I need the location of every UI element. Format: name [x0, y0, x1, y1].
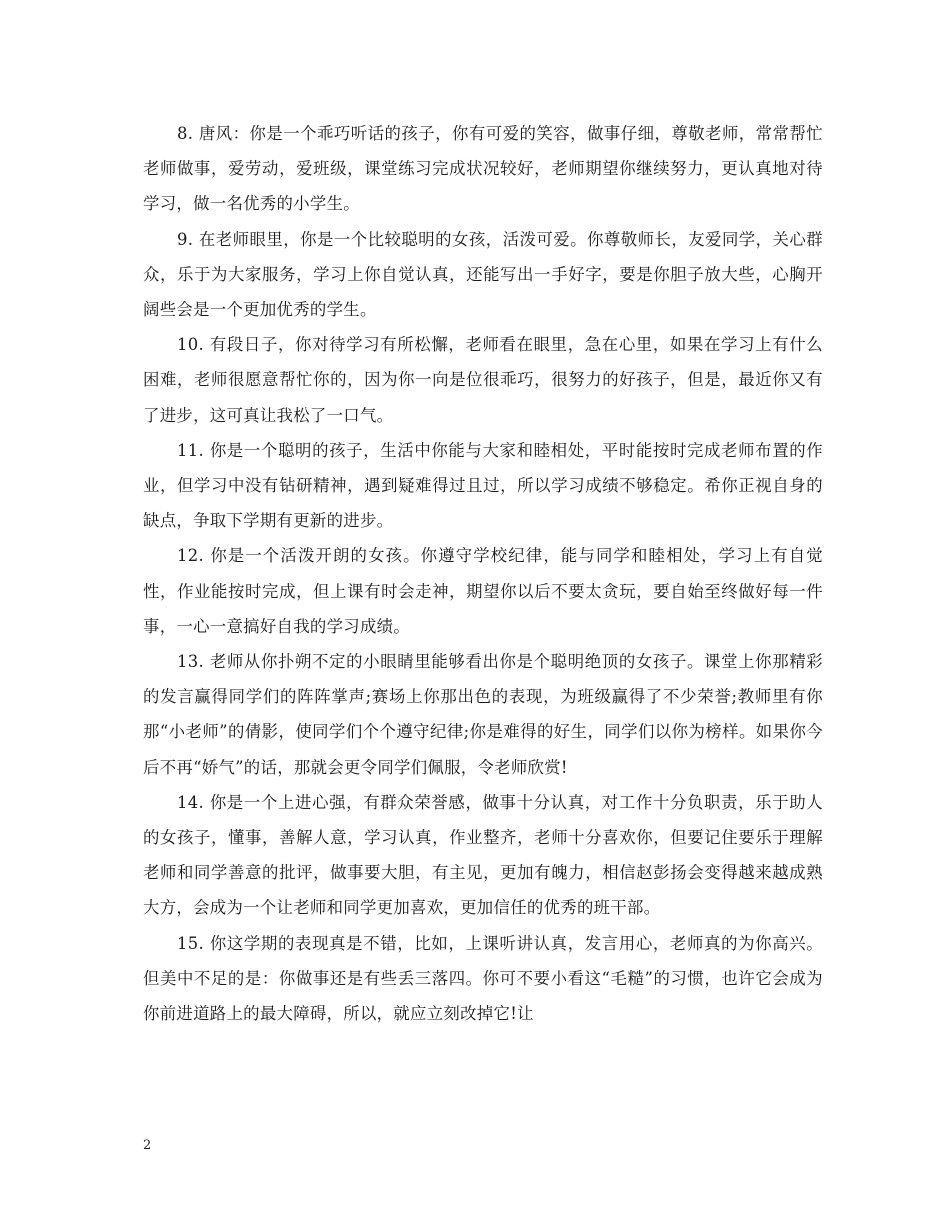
document-body: [143, 116, 823, 1031]
page-number: 2: [143, 1138, 152, 1153]
paragraph-11: 11. 你是一个聪明的孩子，生活中你能与大家和睦相处，平时能按时完成老师布置的作业，但学习中没有钻研精神，遇到疑难得过且过，所以学习成绩不够稳定。希你正视自身的缺点，争取下学期有更新的进步。: [143, 440, 823, 531]
paragraph-15: 15. 你这学期的表现真是不错，比如，上课听讲认真，发言用心，老师真的为你高兴。但美中不足的是：你做事还是有些丢三落四。你可不要小看这“毛糙”的习惯，也许它会成为你前进道路上的最大障碍，所以，就应立刻改掉它!让: [143, 933, 823, 1024]
paragraph-9: 9. 在老师眼里，你是一个比较聪明的女孩，活泼可爱。你尊敬师长，友爱同学，关心群众，乐于为大家服务，学习上你自觉认真，还能写出一手好字，要是你胆子放大些，心胸开阔些会是一个更加优秀的学生。: [143, 229, 823, 320]
paragraph-14: 14. 你是一个上进心强，有群众荣誉感，做事十分认真，对工作十分负职责，乐于助人的女孩子，懂事，善解人意，学习认真，作业整齐，老师十分喜欢你，但要记住要乐于理解老师和同学善意的批评，做事要大胆，有主见，更加有魄力，相信赵彭扬会变得越来越成熟大方，会成为一个让老师和同学更加喜欢，更加信任的优秀的班干部。: [143, 792, 823, 918]
paragraph-10: 10. 有段日子，你对待学习有所松懈，老师看在眼里，急在心里，如果在学习上有什么困难，老师很愿意帮忙你的，因为你一向是位很乖巧，很努力的好孩子，但是，最近你又有了进步，这可真让我松了一口气。: [143, 335, 823, 425]
paragraph-12: 12. 你是一个活泼开朗的女孩。你遵守学校纪律，能与同学和睦相处，学习上有自觉性，作业能按时完成，但上课有时会走神，期望你以后不要太贪玩，要自始至终做好每一件事，一心一意搞好自我的学习成绩。: [143, 546, 823, 636]
paragraph-13: 13. 老师从你扑朔不定的小眼睛里能够看出你是个聪明绝顶的女孩子。课堂上你那精彩的发言赢得同学们的阵阵掌声;赛场上你那出色的表现，为班级赢得了不少荣誉;教师里有你那“小老师”的倩影，使同学们个个遵守纪律;你是难得的好生，同学们以你为榜样。如果你今后不再“娇气”的话，那就会更令同学们佩服，令老师欣赏!: [143, 652, 823, 777]
paragraph-8: 8. 唐风：你是一个乖巧听话的孩子，你有可爱的笑容，做事仔细，尊敬老师，常常帮忙老师做事，爱劳动，爱班级，课堂练习完成状况较好，老师期望你继续努力，更认真地对待学习，做一名优秀的小学生。: [143, 124, 823, 214]
